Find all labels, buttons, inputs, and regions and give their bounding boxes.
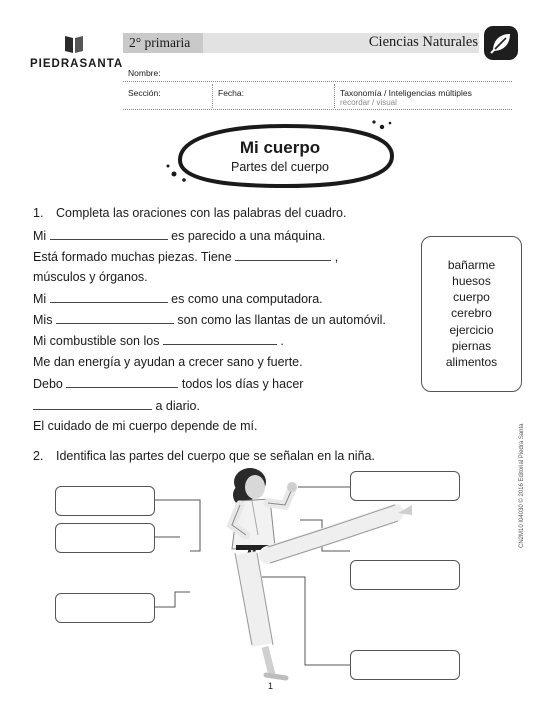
section-date-field[interactable] xyxy=(123,109,512,110)
sentence-text: Mi xyxy=(33,292,47,306)
sentence-line: El cuidado de mi cuerpo depende de mí. xyxy=(33,419,258,433)
leaf-icon xyxy=(484,26,518,60)
sentence-line xyxy=(33,228,325,244)
sentence-line xyxy=(33,333,284,349)
sentence-text: Mi combustible son los xyxy=(33,334,160,348)
publisher-logo-icon xyxy=(63,33,85,55)
page-title: Mi cuerpo xyxy=(239,138,321,157)
sentence-line xyxy=(33,312,386,328)
answer-box[interactable] xyxy=(350,471,460,501)
answer-blank[interactable] xyxy=(33,398,152,410)
answer-blank[interactable] xyxy=(56,312,174,324)
question-instruction: Completa las oraciones con las palabras del cuadro. xyxy=(56,206,347,220)
sentence-text: Mis xyxy=(33,313,53,327)
name-label: Nombre: xyxy=(128,68,161,78)
answer-blank[interactable] xyxy=(66,376,178,388)
page-subtitle: Partes del cuerpo xyxy=(231,160,329,174)
answer-blank[interactable] xyxy=(50,291,168,303)
answer-box[interactable] xyxy=(350,560,460,590)
taxonomy-sublabel: recordar / visual xyxy=(340,98,397,107)
sentence-text: es parecido a una máquina. xyxy=(171,229,326,243)
taxonomy-label: Taxonomía / Inteligencias múltiples xyxy=(340,88,472,98)
answer-blank[interactable] xyxy=(50,228,168,240)
divider xyxy=(334,84,335,108)
page-number: 1 xyxy=(268,681,274,691)
answer-box[interactable] xyxy=(350,650,460,680)
copyright-text: CN2M10 I04030 © 2016 Editorial Piedra Santa xyxy=(519,423,525,548)
publisher-name: PIEDRASANTA xyxy=(30,58,124,70)
question-number: 1. xyxy=(33,206,44,220)
sentence-text: Debo xyxy=(33,377,63,391)
word-bank-item: huesos xyxy=(452,274,491,288)
section-label: Sección: xyxy=(128,88,161,98)
word-bank-item: cuerpo xyxy=(453,290,490,304)
sentence-text: es como una computadora. xyxy=(171,292,323,306)
answer-box[interactable] xyxy=(55,523,155,553)
sentence-line xyxy=(33,398,200,414)
sentence-text: . xyxy=(280,334,284,348)
name-field[interactable] xyxy=(123,81,512,82)
sentence-line: músculos y órganos. xyxy=(33,270,148,284)
word-bank xyxy=(421,236,522,392)
divider xyxy=(212,84,213,108)
answer-box[interactable] xyxy=(55,486,155,516)
sentence-line xyxy=(33,249,338,265)
question-instruction: Identifica las partes del cuerpo que se señalan en la niña. xyxy=(56,449,375,463)
sentence-text: Mi xyxy=(33,229,47,243)
word-bank-item: piernas xyxy=(451,339,492,353)
sentence-line xyxy=(33,376,303,392)
answer-blank[interactable] xyxy=(163,333,277,345)
sentence-text: , xyxy=(334,250,339,264)
sentence-line: Me dan energía y ayudan a crecer sano y fuerte. xyxy=(33,355,303,369)
date-label: Fecha: xyxy=(218,88,244,98)
word-bank-item: ejercicio xyxy=(449,323,494,337)
sentence-line xyxy=(33,291,323,307)
answer-blank[interactable] xyxy=(235,249,331,261)
sentence-text: todos los días y hacer xyxy=(181,377,304,391)
answer-box[interactable] xyxy=(55,593,155,623)
subject-title: Ciencias Naturales xyxy=(368,34,478,50)
word-bank-item: alimentos xyxy=(445,355,498,369)
sentence-text: a diario. xyxy=(155,399,200,413)
grade-label: 2° primaria xyxy=(129,35,191,50)
sentence-text: Está formado muchas piezas. Tiene xyxy=(33,250,232,264)
word-bank-item: cerebro xyxy=(451,306,492,320)
sentence-text: son como las llantas de un automóvil. xyxy=(177,313,386,327)
word-bank-item: bañarme xyxy=(447,258,496,272)
question-number: 2. xyxy=(33,449,44,463)
